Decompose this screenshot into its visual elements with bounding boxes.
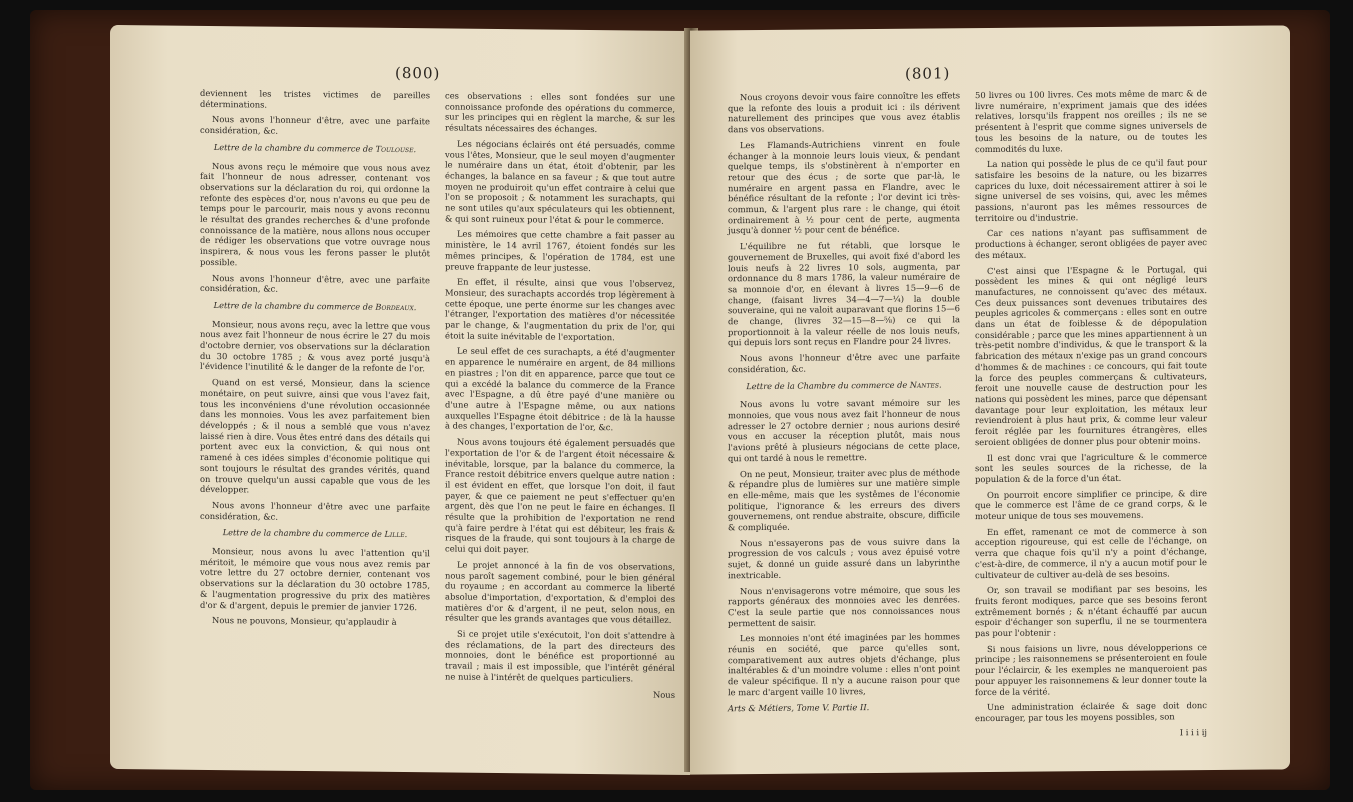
paragraph: Nous n'envisagerons votre mémoire, que sous les rapports généraux des monnoies avec les denrées. C'est la seule partie que nos connoissances nous permettent de saisir. <box>728 583 960 628</box>
paragraph: On pourroit encore simplifier ce principe, & dire que le commerce est l'âme de ce grand corps, & le moteur unique de tous ses mouvemens. <box>975 487 1207 522</box>
right-page-column-2 <box>975 88 1207 739</box>
paragraph: Or, son travail se modifiant par ses besoins, les fruits feront modiques, parce que ses besoins feront extrêmement bornés ; & n'étant échauffé par aucun espoir d'échanger son superflu, il ne se tourmentera pas pour l'obtenir : <box>975 583 1207 639</box>
paragraph: On ne peut, Monsieur, traiter avec plus de méthode & répandre plus de lumières sur une matière simple en elle-même, mais que les systêmes de l'économie politique, l'ignorance & les erreurs des divers gouvernemens, ont rendue abstraite, obscure, difficile & compliquée. <box>728 466 960 533</box>
paragraph: Une administration éclairée & sage doit donc encourager, par tous les moyens possibles, son <box>975 700 1207 724</box>
paragraph: Nous avons l'honneur d'être avec une parfaite considération, &c. <box>728 351 960 375</box>
paragraph: Car ces nations n'ayant pas suffisamment de productions à échanger, seront obligées de payer avec des métaux. <box>975 226 1207 260</box>
paragraph: En effet, ramenant ce mot de commerce à son acception rigoureuse, qui est celle de l'échange, on verra que chaque fois qu'il n'y a point d'échange, c'est-à-dire, de commerce, il n'y a aucun motif pour le cultivateur de cultiver au-delà de ses besoins. <box>975 524 1207 580</box>
paragraph: Nous croyons devoir vous faire connoître les effets que la refonte des louis a produit ici : ils dérivent naturellement des principes que vous avez établis dans vos observations. <box>728 90 960 135</box>
letter-heading-toulouse: Lettre de la chambre du commerce de Toulouse. <box>213 141 417 154</box>
paragraph: La nation qui possède le plus de ce qu'il faut pour satisfaire les besoins de la nature, ou les bizarres caprices du luxe, doit nécessairement attirer à soi le signe universel de ses voisins, qui, avec les mêmes passions, n'auront pas les mêmes ressources de territoire ou d'industrie. <box>975 157 1207 223</box>
paragraph: Nous n'essayerons pas de vous suivre dans la progression de vos calculs ; vous avez épuisé votre sujet, & donné un guide assuré dans un labyrinthe inextricable. <box>728 535 960 581</box>
paragraph: Il est donc vrai que l'agriculture & le commerce sont les seules sources de la richesse, de la population & de la force d'un état. <box>975 450 1207 485</box>
paragraph: Si ce projet utile s'exécutoit, l'on doit s'attendre à des réclamations, de la part des directeurs des monnoies, dont le bénéfice est proportionné au travail ; mais il est impossible, que l'intérêt général ne nuise à l'intérêt de quelques particuliers. <box>445 628 675 684</box>
paragraph: Si nous faisions un livre, nous développerions ce principe ; les raisonnemens se présenteroient en foule pour l'éclaircir, & les exemples ne manqueroient pas pour appuyer les raisonnemens & leur donner toute la force de la vérité. <box>975 641 1207 697</box>
right-page-column-1 <box>728 90 960 713</box>
paragraph: Nous avons lu votre savant mémoire sur les monnoies, que vous nous avez fait l'honneur de nous adresser le 27 octobre dernier ; nous aurions desiré vous en accuser la réception plutôt, mais nous l'avions prêté à plusieurs négocians de cette place, qui ont tardé à nous le remettre. <box>728 397 960 464</box>
paragraph: L'équilibre ne fut rétabli, que lorsque le gouvernement de Bruxelles, qui avoit fixé d'abord les louis neufs à 22 livres 10 sols, augmenta, par ordonnance du 8 mars 1786, la valeur numéraire de sa monnoie d'or, en élevant à livres 15—9—6 de change, (faisant livres 34—4—7—¼) la double souveraine, qui ne valoit auparavant que florins 15—6 de change, (livres 32—15—8—⅝) ce qui la proportionnoit à la valeur réelle de nos louis neufs, qui depuis lors sont reçus en Flandre pour 24 livres. <box>728 239 960 348</box>
paragraph: Nous ne pouvons, Monsieur, qu'applaudir à <box>212 615 397 628</box>
page-number-right: (801) <box>905 64 951 83</box>
paragraph: Monsieur, nous avons reçu, avec la lettre que vous nous avez fait l'honneur de nous écrire le 27 du mois d'octobre dernier, vos observations sur la déclaration du 30 octobre 1785 ; & vous avez porté jusqu'à l'évidence l'inutilité & le danger de la refonte de l'or. <box>200 318 430 374</box>
paragraph: Quand on est versé, Monsieur, dans la science monétaire, on peut suivre, ainsi que vous l'avez fait, tous les inconvéniens d'une révolution occasionnée dans les monnoies. Vous les avez parfaitement bien développés ; & il nous a semblé que vous n'avez laissé rien à dire. Vous êtes entré dans des détails qui portent avec eux la conviction, & qui nous ont ramené à ces idées simples d'économie politique qui sont toujours le résultat des grandes vérités, quand on trouve quelqu'un aussi capable que vous de les développer. <box>200 377 430 495</box>
letter-heading-bordeaux: Lettre de la chambre du commerce de Bordeaux. <box>213 300 417 313</box>
right-page <box>690 25 1290 774</box>
paragraph: Les monnoies n'ont été imaginées par les hommes réunis en société, que parce qu'elles sont, comparativement aux autres objets d'échange, plus inaltérables & d'un moindre volume : elles n'ont point de valeur spécifique. Il n'y a aucune raison pour que le marc d'argent vaille 10 livres, <box>728 631 960 698</box>
paragraph: Nous avons l'honneur d'être, avec une parfaite considération, &c. <box>200 272 430 294</box>
paragraph: Monsieur, nous avons lu avec l'attention qu'il méritoit, le mémoire que vous nous avez remis par votre lettre du 27 octobre dernier, contenant vos observations sur la déclaration du 30 octobre 1785, & l'augmentation progressive du prix des matières d'or & d'argent, depuis le premier de janvier 1726. <box>200 546 430 612</box>
left-page-column-1 <box>200 88 430 633</box>
paragraph: 50 livres ou 100 livres. Ces mots même de marc & de livre numéraire, n'expriment jamais que des idées relatives, lorsqu'ils frappent nos oreilles ; ils ne se présentent à l'esprit que comme signes universels de tous les besoins de la nature, ou de toutes les commodités du luxe. <box>975 88 1207 154</box>
left-page-column-2 <box>445 90 675 700</box>
paragraph: Le projet annoncé à la fin de vos observations, nous paroît sagement combiné, pour le bien général du royaume ; en accordant au commerce la liberté absolue d'importation, d'exportation, & d'emploi des matières d'or & d'argent, il ne peut, selon nous, en résulter que les grands avantages que vous détaillez. <box>445 559 675 626</box>
paragraph: Nous avons reçu le mémoire que vous nous avez fait l'honneur de nous adresser, contenant vos observations sur la déclaration du roi, qui ordonne la refonte des espèces d'or, nous n'avons eu que peu de temps pour le parcourir, mais nous y avons reconnu le résultat des grandes recherches & d'une profonde connoissance de la matière, nous allons nous occuper de rédiger les observations que votre ouvrage nous inspirera, & nous vous les ferons passer le plutôt possible. <box>200 160 430 268</box>
paragraph: C'est ainsi que l'Espagne & le Portugal, qui possèdent les mines & qui ont négligé leurs manufactures, ne connoissent qu'avec des métaux. Ces deux puissances sont devenues tributaires des peuples agricoles & commerçans : elles sont en outre dans un état de foiblesse & de dépopulation considérable ; parce que les mines appartiennent à un très-petit nombre d'individus, & que le transport & la fabrication des métaux n'exige pas un grand concours d'hommes & de machines : ce concours, qui fait toute la force des peuples commerçans & cultivateurs, feroit une nouvelle cause de destruction pour les nations qui possèdent les mines, parce que dépensant davantage pour leur exploitation, les métaux leur reviendroient à plus haut prix, & comme leur valeur feroit réglée par les fournitures étrangères, elles seroient obligées de donner plus pour obtenir moins. <box>975 263 1207 447</box>
paragraph: Nous avons toujours été également persuadés que l'exportation de l'or & de l'argent étoit nécessaire & inévitable, lorsque, par la balance du commerce, la France restoit débitrice envers quelque autre nation : il est évident en effet, que lorsque l'on doit, il faut payer, & que ce paiement ne peut s'effectuer qu'en argent, dès que l'on ne peut le faire en échanges. Il résulte que la prohibition de l'exportation ne rend qu'à faire perdre à l'état qui est débiteur, les frais & risques de la fraude, qui sont toujours à la charge de celui qui doit payer. <box>445 436 675 555</box>
signature-mark: I i i i ij <box>1179 726 1207 738</box>
catchword: Nous <box>652 689 675 700</box>
paragraph: deviennent les tristes victimes de pareilles déterminations. <box>200 87 430 110</box>
page-footer: Arts & Métiers, Tome V. Partie II. <box>728 701 870 713</box>
paragraph: Les mémoires que cette chambre a fait passer au ministère, le 14 avril 1767, étoient fondés sur les mêmes principes, & l'opération de 1784, est une preuve frappante de leur justesse. <box>445 229 675 273</box>
letter-heading-nantes: Lettre de la Chambre du commerce de Nantes. <box>746 379 942 391</box>
paragraph: Les négocians éclairés ont été persuadés, comme vous l'êtes, Monsieur, que le seul moyen d'augmenter le numéraire dans un état, étoit d'obtenir, par les échanges, la balance en sa faveur ; & que tout autre moyen ne produiroit qu'un effet contraire à celui que l'on se proposoit ; & notamment les surachapts, qui ne sont utiles qu'aux spéculateurs qui les obtiennent, & qui sont ruineux pour l'état & pour le commerce. <box>445 138 675 226</box>
paragraph: En effet, il résulte, ainsi que vous l'observez, Monsieur, des surachapts accordés trop légèrement à cette époque, une perte énorme sur les changes avec l'étranger, l'exportation des matières d'or nécessitée par le change, & l'augmentation du prix de l'or, qui étoit la suite inévitable de l'exportation. <box>445 276 675 343</box>
letter-heading-lille: Lettre de la chambre du commerce de Lille. <box>222 527 408 540</box>
left-page <box>110 25 690 775</box>
paragraph: Les Flamands-Autrichiens vinrent en foule échanger à la monnoie leurs louis vieux, & pendant quelque temps, ils s'obstinèrent à n'emporter en retour que des écus ; de sorte que par-là, le numéraire en argent passa en Flandre, avec le bénéfice résultant de la refonte ; l'or devint ici très-commun, & l'argent plus rare : le change, qui étoit ordinairement à ½ pour cent de perte, augmenta jusqu'à donner ½ pour cent de bénéfice. <box>728 138 960 236</box>
paragraph: Le seul effet de ces surachapts, a été d'augmenter en apparence le numéraire en argent, de 84 millions en piastres ; l'on dit en apparence, parce que tout ce qui a excédé la balance du commerce de la France avec l'Espagne, a dû être payé d'une manière ou d'une autre à l'Espagne même, ou aux nations auxquelles l'Espagne étoit débitrice : de là la hausse à des changes, l'exportation de l'or, &c. <box>445 346 675 433</box>
paragraph: Nous avons l'honneur d'être, avec une parfaite considération, &c. <box>200 114 430 136</box>
page-number-left: (800) <box>395 63 441 83</box>
paragraph: Nous avons l'honneur d'être avec une parfaite considération, &c. <box>200 499 430 522</box>
paragraph: ces observations : elles sont fondées sur une connoissance profonde des opérations du commerce, sur les principes qui en règlent la marche, & sur les résultats nécessaires des échanges. <box>445 90 675 135</box>
